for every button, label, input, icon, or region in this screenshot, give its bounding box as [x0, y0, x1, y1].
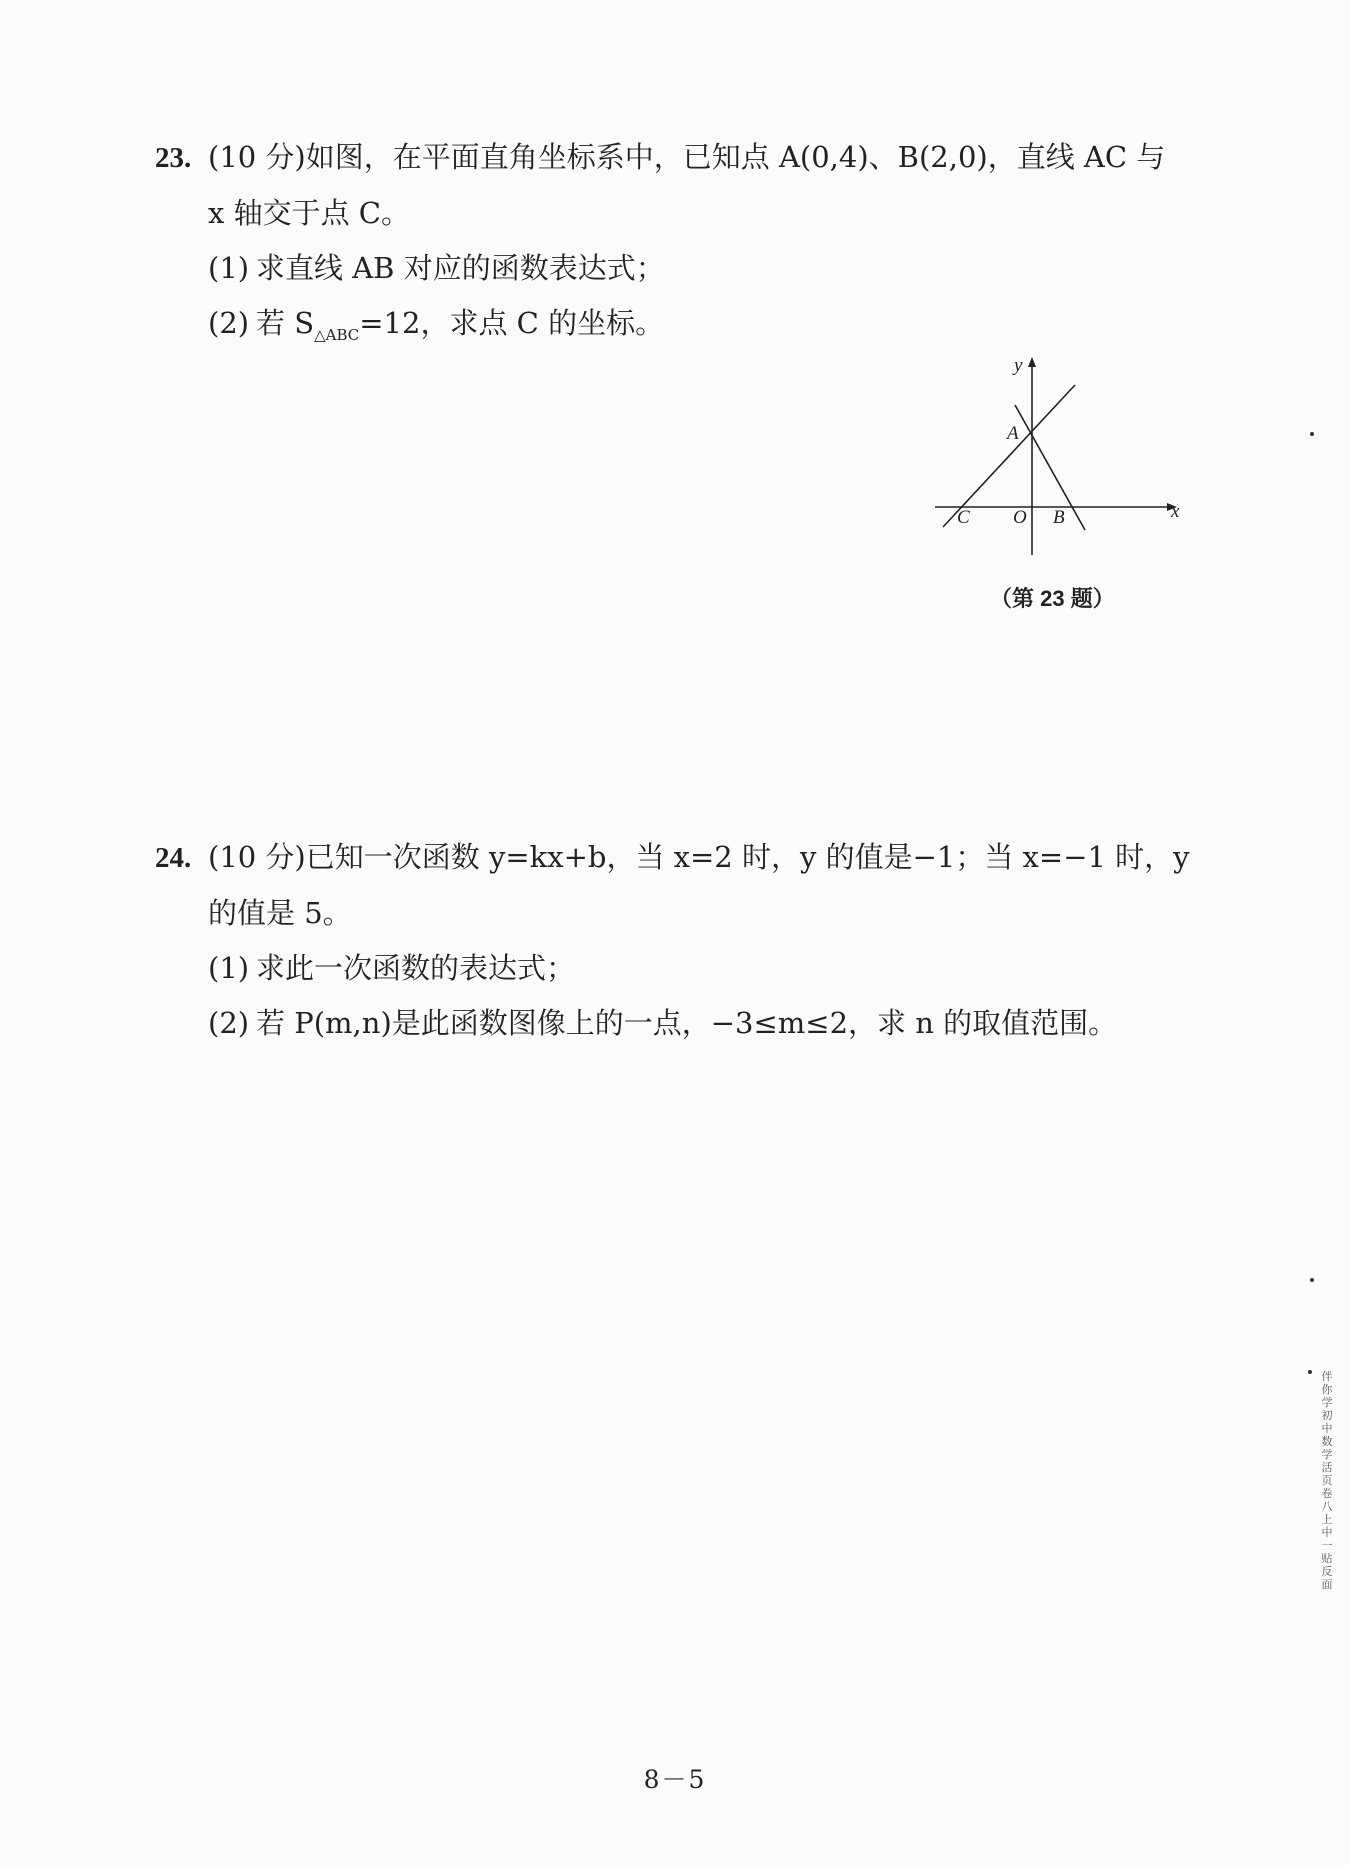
line-ac — [943, 385, 1075, 527]
figure-23 — [935, 355, 1185, 615]
side-margin-text: 伴你学初中数学活页卷 八上 中一贴反面 — [1321, 1370, 1333, 1591]
problem-24 — [155, 830, 1215, 1051]
problem-23-part-1 — [155, 241, 1215, 296]
margin-dot — [1308, 1370, 1312, 1374]
problem-number: 23. — [155, 142, 192, 174]
problem-24-part-2 — [155, 996, 1215, 1051]
point-c-label: C — [957, 507, 970, 528]
part-label: (2) — [208, 306, 250, 340]
problem-number: 24. — [155, 842, 192, 874]
figure-caption: （第 23 题） — [990, 586, 1115, 611]
part-text: 若 P(m,n)是此函数图像上的一点，−3≤m≤2，求 n 的取值范围。 — [256, 1006, 1118, 1040]
part-text-b: =12，求点 C 的坐标。 — [359, 306, 665, 340]
part-label: (1) — [208, 251, 250, 285]
margin-dot — [1310, 1278, 1314, 1282]
part-text-a: 若 S — [256, 306, 315, 340]
problem-24-line-1 — [155, 830, 1215, 886]
area-subscript: △ABC — [314, 325, 360, 344]
problem-23-line-2: x 轴交于点 C。 — [208, 196, 410, 230]
x-axis-label: x — [1171, 501, 1180, 522]
coordinate-figure — [935, 355, 1185, 585]
problem-24-part-1 — [155, 941, 1215, 996]
point-b-label: B — [1053, 507, 1065, 528]
part-text: 求此一次函数的表达式； — [256, 951, 576, 985]
page-number: 8－5 — [643, 1765, 707, 1794]
part-label: (2) — [208, 1006, 250, 1040]
y-axis-label: y — [1014, 355, 1023, 376]
part-text: 求直线 AB 对应的函数表达式； — [256, 251, 665, 285]
problem-23-line-1 — [155, 130, 1215, 186]
y-axis-arrow — [1028, 357, 1036, 367]
margin-dot — [1310, 432, 1314, 436]
problem-23-stem: (10 分)如图，在平面直角坐标系中，已知点 A(0,4)、B(2,0)，直线 AC 与 — [208, 140, 1166, 174]
problem-24-line-2: 的值是 5。 — [208, 896, 352, 930]
problem-24-stem: (10 分)已知一次函数 y=kx+b，当 x=2 时，y 的值是−1；当 x=−1 时，y — [208, 840, 1190, 874]
origin-label: O — [1013, 507, 1027, 528]
problem-23 — [155, 130, 1215, 363]
part-label: (1) — [208, 951, 250, 985]
problem-23-part-2 — [155, 296, 1215, 363]
point-a-label: A — [1007, 423, 1019, 444]
